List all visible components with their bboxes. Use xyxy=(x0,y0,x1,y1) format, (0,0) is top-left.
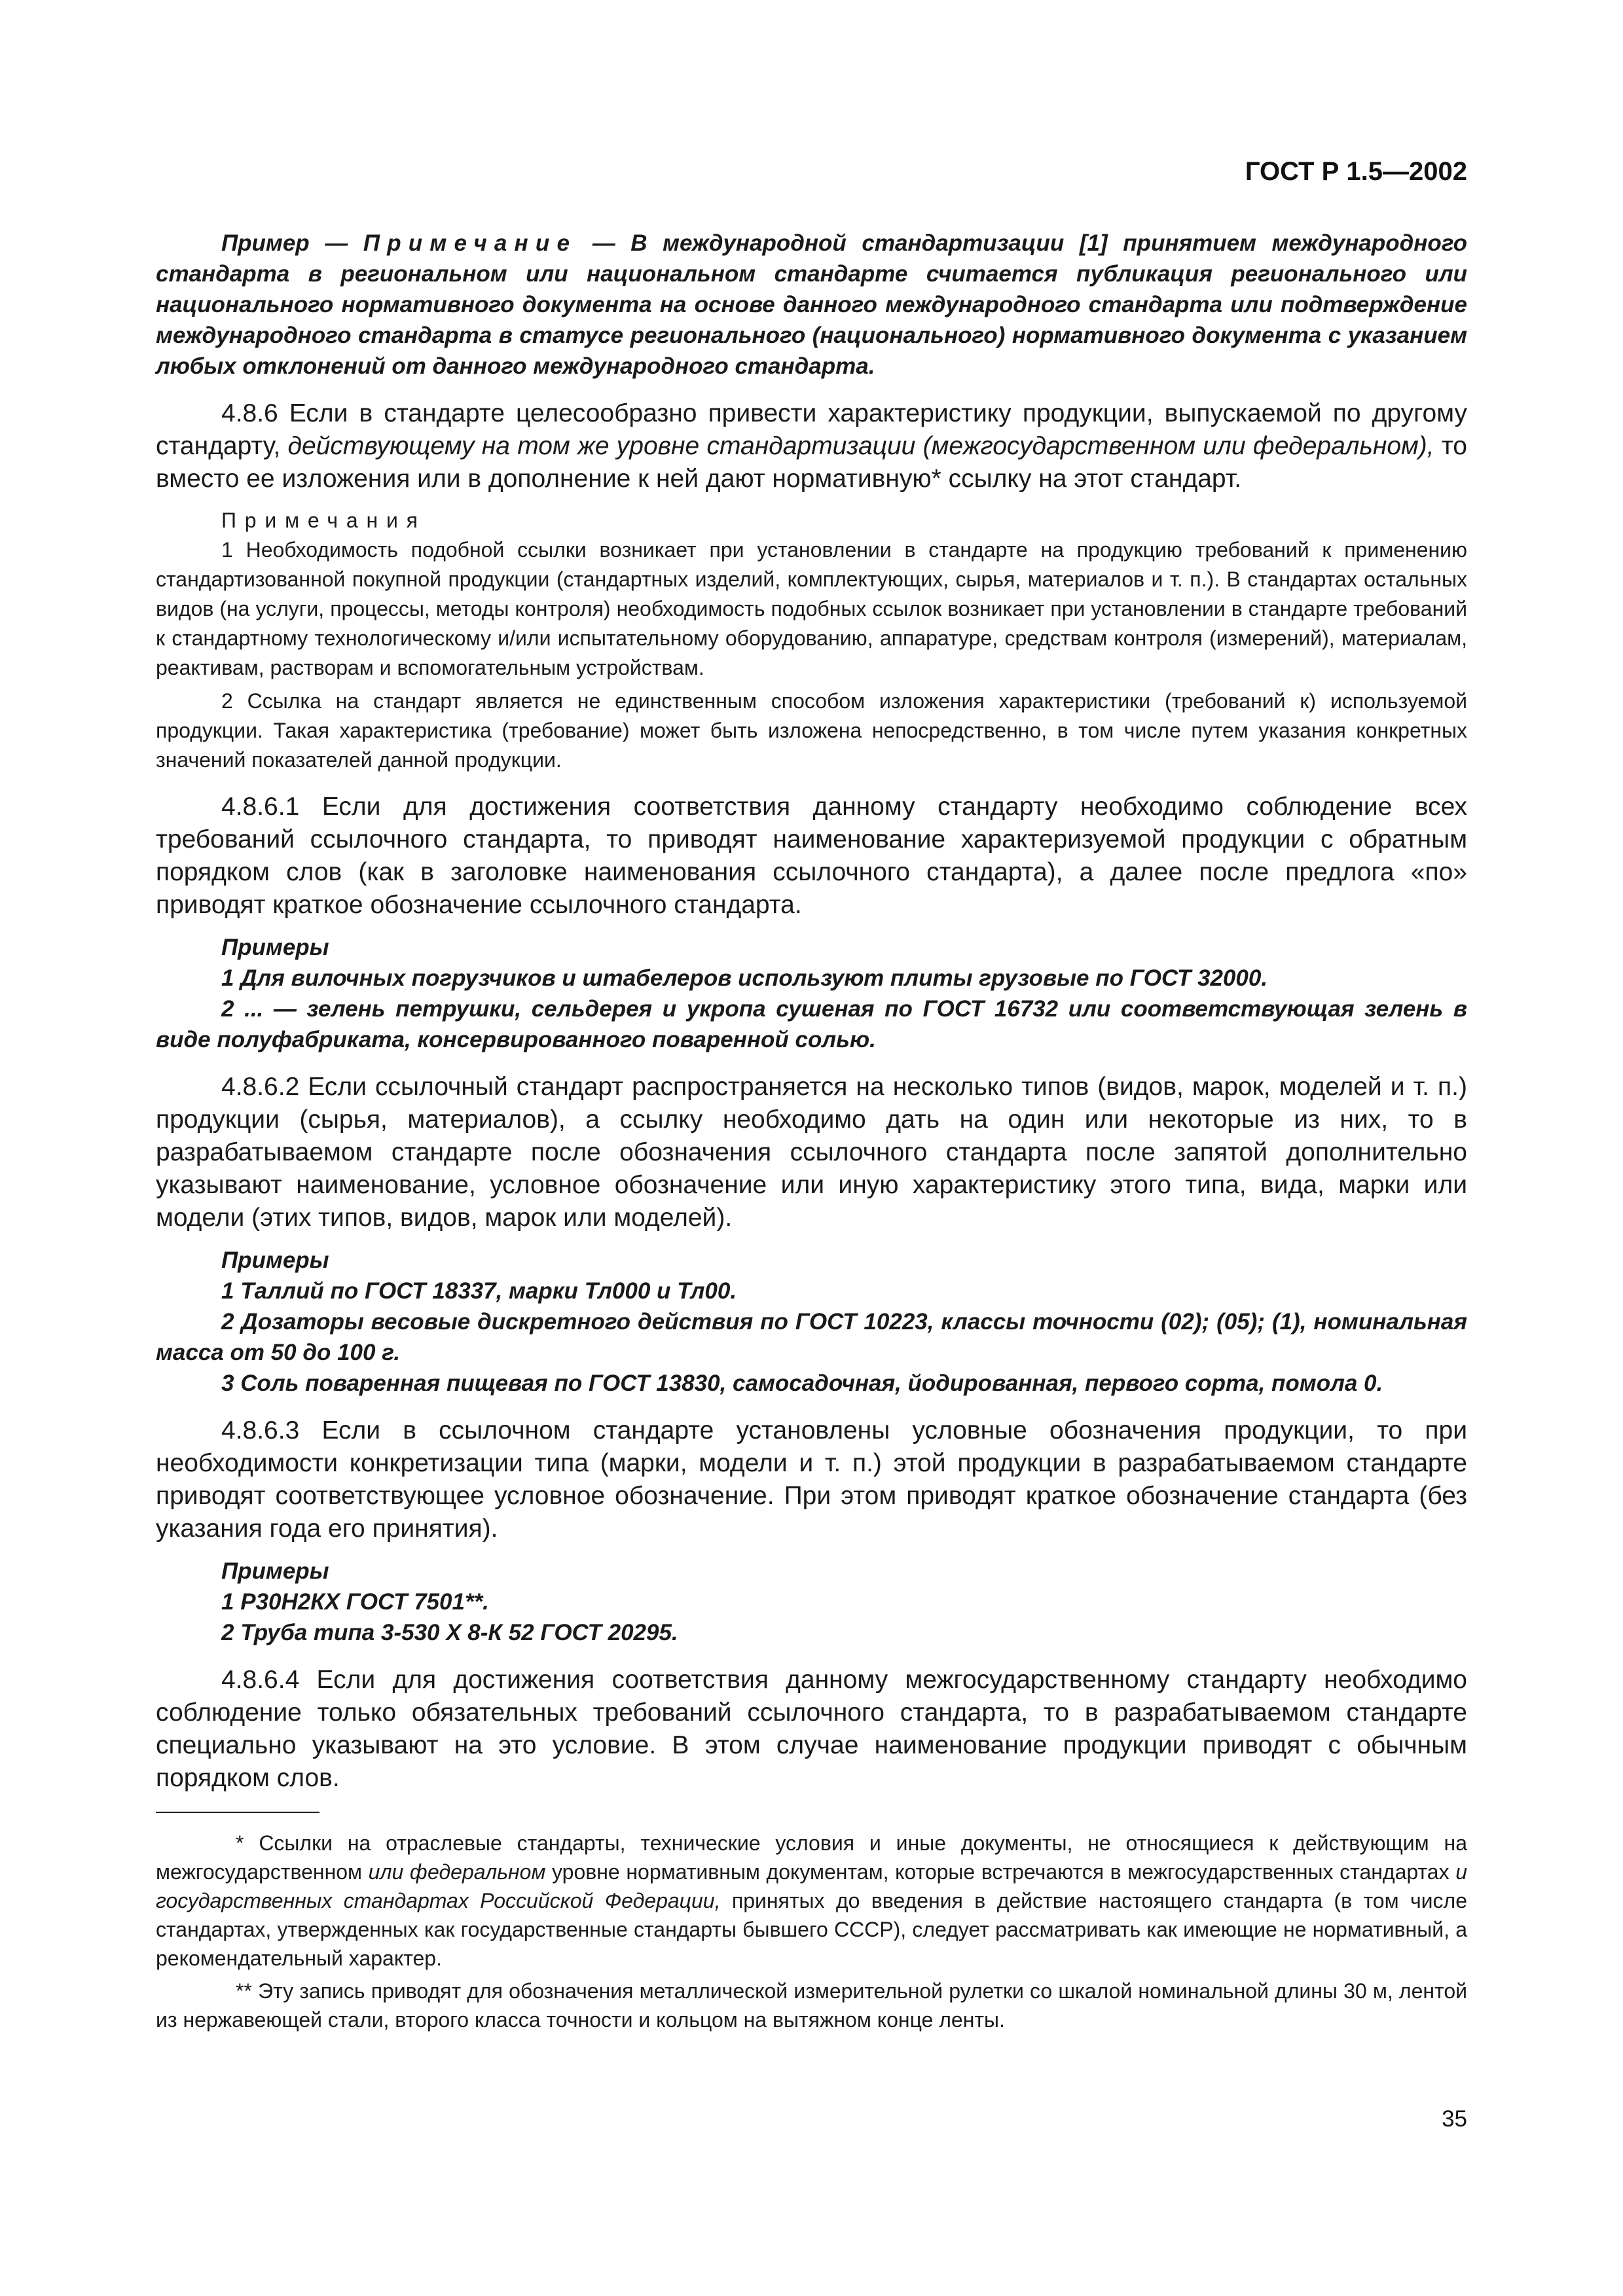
section-4-8-6 xyxy=(156,397,1467,495)
section-4-8-6-part1: 4.8.6 Если в стандарте целесообразно привести характеристику продукции, выпускаемой по другому стандарту, xyxy=(156,399,1467,460)
examples-label-2: Примеры xyxy=(221,1247,329,1273)
example-item: 2 Труба типа 3-530 X 8-К 52 ГОСТ 20295. xyxy=(221,1620,678,1645)
footnote-1-part3: принятых до введения в действие настоящего стандарта (в том числе стандартах, утвержденных как государственные стандарты бывшего СССР), следует рассматривать как имеющие не нормативный, а рекомендательный характер. xyxy=(156,1889,1468,1970)
page-body xyxy=(156,228,1467,2034)
example-paragraph xyxy=(156,228,1467,382)
document-header: ГОСТ Р 1.5—2002 xyxy=(1245,157,1467,186)
examples-label-3: Примеры xyxy=(221,1558,329,1584)
notes-label: Примечания xyxy=(221,509,426,532)
note-2: 2 Ссылка на стандарт является не единственным способом изложения характеристики (требований к) используемой продукции. Такая характеристика (требование) может быть изложена непосредственно, в том числе путем указания конкретных значений показателей данной продукции. xyxy=(156,689,1467,772)
footnote-separator xyxy=(156,1812,319,1813)
footnote-1-part2: уровне нормативным документам, которые встречаются в межгосударственных стандартах xyxy=(545,1860,1456,1884)
section-4-8-6-part2: то вместо ее изложения или в дополнение к ней дают нормативную* ссылку на этот стандарт. xyxy=(156,432,1467,493)
example-item: 1 Р30Н2КХ ГОСТ 7501**. xyxy=(221,1589,489,1615)
section-4-8-6-4: 4.8.6.4 Если для достижения соответствия данному межгосударственному стандарту необходимо соблюдение только обязательных требований ссылочного стандарта, то в разрабатываемом стандарте специально указывают на это условие. В этом случае наименование продукции приводят с обычным порядком слов. xyxy=(156,1666,1467,1792)
section-4-8-6-1: 4.8.6.1 Если для достижения соответствия данному стандарту необходимо соблюдение всех требований ссылочного стандарта, то приводят наименование характеризуемой продукции с обратным порядком слов (как в заголовке наименования ссылочного стандарта), а далее после предлога «по» приводят краткое обозначение ссылочного стандарта. xyxy=(156,793,1467,919)
footnote-2: ** Эту запись приводят для обозначения металлической измерительной рулетки со шкалой номинальной длины 30 м, лентой из нержавеющей стали, второго класса точности и кольцом на вытяжном конце ленты. xyxy=(156,1979,1467,2032)
section-4-8-6-italic: действующему на том же уровне стандартизации (межгосударственном или федеральном), xyxy=(287,432,1434,460)
footnote-1-italic1: или федеральном xyxy=(368,1860,546,1884)
footnote-1-italic2: и государственных стандартах Российской Федерации, xyxy=(156,1860,1468,1912)
example-spaced-word: Примечание xyxy=(363,230,577,256)
example-item: 1 Таллий по ГОСТ 18337, марки Тл000 и Тл00. xyxy=(221,1278,737,1304)
section-4-8-6-2: 4.8.6.2 Если ссылочный стандарт распространяется на несколько типов (видов, марок, моделей и т. п.) продукции (сырья, материалов), а ссылку необходимо дать на один или некоторые из них, то в разрабатываемом стандарте после обозначения ссылочного стандарта после запятой дополнительно указывают наименование, условное обозначение или иную характеристику этого типа, вида, марки или модели (этих типов, видов, марок или моделей). xyxy=(156,1073,1467,1232)
example-item: 1 Для вилочных погрузчиков и штабелеров используют плиты грузовые по ГОСТ 32000. xyxy=(221,965,1268,991)
example-rest: — В международной стандартизации [1] принятием международного стандарта в региональном или национальном стандарте считается публикация регионального или национального нормативного документа на основе данного международного стандарта или подтверждение международного стандарта в статусе регионального (национального) нормативного документа с указанием любых отклонений от данного международного стандарта. xyxy=(156,230,1467,379)
example-prefix: Пример — xyxy=(221,230,363,256)
example-item: 2 Дозаторы весовые дискретного действия по ГОСТ 10223, классы точности (02); (05); (1), номинальная масса от 50 до 100 г. xyxy=(156,1309,1467,1365)
page-number: 35 xyxy=(1442,2106,1467,2132)
examples-label-1: Примеры xyxy=(221,935,329,960)
footnote-1-part1: * Ссылки на отраслевые стандарты, технические условия и иные документы, не относящиеся к действующим на межгосударственном xyxy=(156,1831,1467,1884)
example-item: 3 Соль поваренная пищевая по ГОСТ 13830, самосадочная, йодированная, первого сорта, помола 0. xyxy=(221,1371,1383,1396)
example-item: 2 ... — зелень петрушки, сельдерея и укропа сушеная по ГОСТ 16732 или соответствующая зелень в виде полуфабриката, консервированного поваренной солью. xyxy=(156,996,1467,1052)
footnote-1 xyxy=(156,1829,1467,1973)
note-1: 1 Необходимость подобной ссылки возникает при установлении в стандарте на продукцию требований к применению стандартизованной покупной продукции (стандартных изделий, комплектующих, сырья, материалов и т. п.). В стандартах остальных видов (на услуги, процессы, методы контроля) необходимость подобных ссылок возникает при установлении в стандарте требований к стандартному технологическому и/или испытательному оборудованию, аппаратуре, средствам контроля (измерений), материалам, реактивам, растворам и вспомогательным устройствам. xyxy=(156,538,1467,679)
section-4-8-6-3: 4.8.6.3 Если в ссылочном стандарте установлены условные обозначения продукции, то при необходимости конкретизации типа (марки, модели и т. п.) этой продукции в разрабатываемом стандарте приводят соответствующее условное обозначение. При этом приводят краткое обозначение стандарта (без указания года его принятия). xyxy=(156,1416,1467,1543)
